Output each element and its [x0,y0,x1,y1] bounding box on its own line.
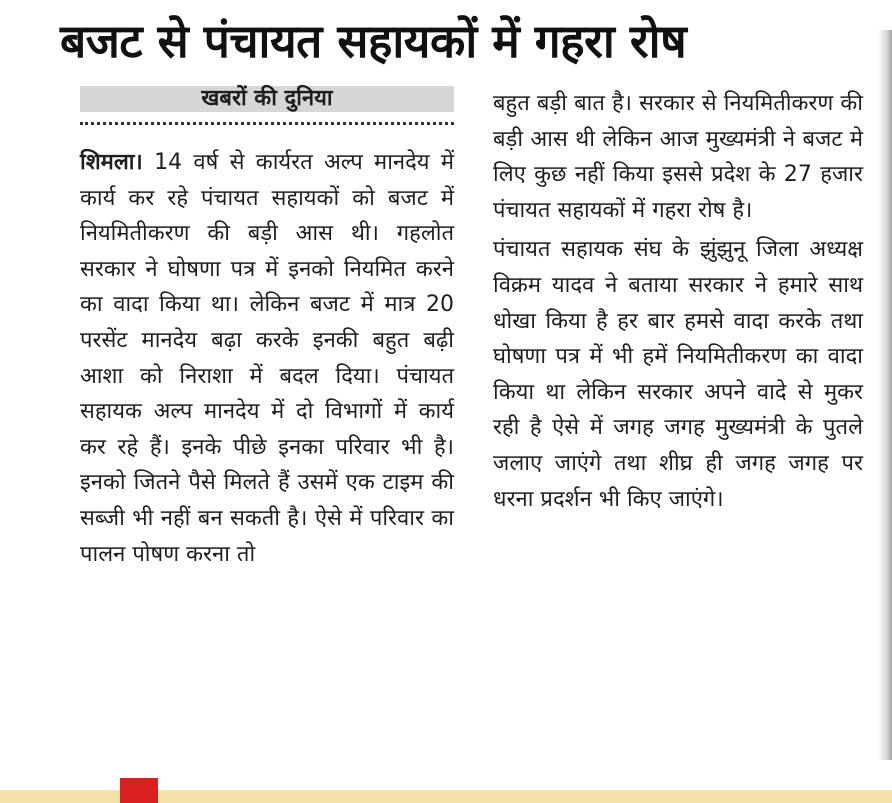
dateline: शिमला। [80,150,143,175]
torn-top-edge [0,0,892,8]
right-column-paragraph-2: पंचायत सहायक संघ के झुंझुनू जिला अध्यक्ष विक्रम यादव ने बताया सरकार ने हमारे साथ धोखा किया है हर बार हमसे वादा करके तथा घोषणा पत्र में भी हमें नियमितीकरण का वादा किया था लेकिन सरकार अपने वादे से मुकर रही है ऐसे में जगह जगह मुख्यमंत्री के पुतले जलाए जाएंगे तथा शीघ्र ही जगह जगह पर धरना प्रदर्शन भी किए जाएंगे। [493,237,863,512]
left-column-paragraph [80,145,454,572]
headline: बजट से पंचायत सहायकों में गहरा रोष [60,14,687,68]
page-edge-shadow [878,30,892,760]
dotted-divider [80,122,454,125]
bottom-red-marker [120,778,158,803]
right-column [493,86,863,517]
section-label: खबरों की दुनिया [80,86,454,112]
right-column-paragraph-1: बहुत बड़ी बात है। सरकार से नियमितीकरण की बड़ी आस थी लेकिन आज मुख्यमंत्री ने बजट मे लिए कुछ नहीं किया इससे प्रदेश के 27 हजार पंचायत सहायकों में गहरा रोष है। [493,91,863,223]
left-column [80,86,454,572]
left-column-text: 14 वर्ष से कार्यरत अल्प मानदेय में कार्य कर रहे पंचायत सहायकों को बजट में नियमितीकरण की बड़ी आस थी। गहलोत सरकार ने घोषणा पत्र में इनको नियमित करने का वादा किया था। लेकिन बजट में मात्र 20 परसेंट मानदेय बढ़ा करके इनकी बहुत बढ़ी आशा को निराशा में बदल दिया। पंचायत सहायक अल्प मानदेय में दो विभागों में कार्य कर रहे हैं। इनके पीछे इनका परिवार भी है। इनको जितने पैसे मिलते हैं उसमें एक टाइम की सब्जी भी नहीं बन सकती है। ऐसे में परिवार का पालन पोषण करना तो [80,150,454,567]
